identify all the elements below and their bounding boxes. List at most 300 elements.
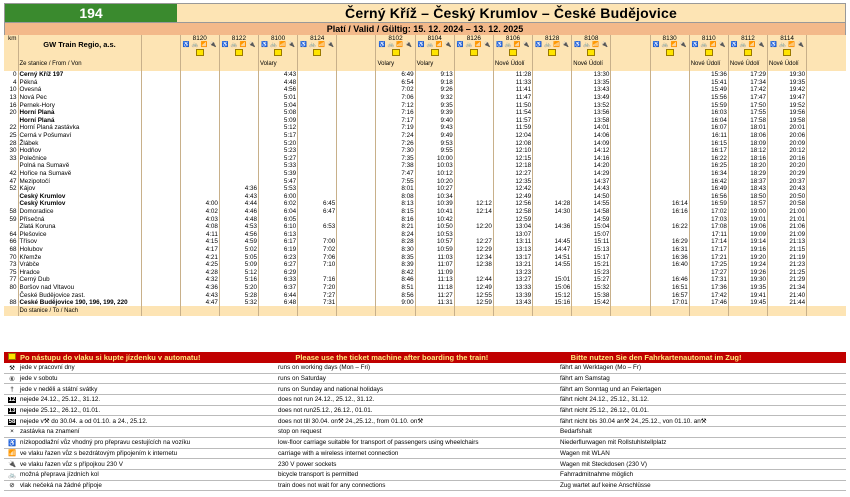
cell: [415, 306, 454, 316]
departure-time: 20:09: [768, 139, 807, 147]
departure-time: [454, 117, 493, 125]
departure-time: 14:37: [572, 177, 611, 185]
departure-time: [533, 109, 572, 117]
departure-time: [807, 124, 846, 132]
departure-time: 14:50: [572, 193, 611, 201]
departure-time: 11:33: [493, 79, 532, 87]
departure-time: 17:31: [689, 276, 728, 284]
ticket-machine-icon: [274, 49, 282, 56]
departure-time: [650, 79, 689, 87]
station-row: [4, 268, 846, 276]
departure-time: 13:49: [572, 94, 611, 102]
departure-time: 16:22: [689, 155, 728, 163]
departure-time: [337, 185, 376, 193]
departure-time: 20:37: [768, 177, 807, 185]
departure-time: 8:24: [376, 230, 415, 238]
note-row: [4, 374, 846, 385]
departure-time: [141, 215, 180, 223]
departure-time: 20:01: [768, 124, 807, 132]
departure-time: [650, 230, 689, 238]
origin-station: [219, 58, 258, 71]
departure-time: 6:17: [258, 238, 297, 246]
departure-time: 15:01: [533, 276, 572, 284]
departure-time: 11:27: [415, 291, 454, 299]
departure-time: [807, 139, 846, 147]
departure-time: 4:59: [219, 238, 258, 246]
cell: [689, 306, 728, 316]
station-name: Český Krumlov: [18, 200, 141, 208]
departure-time: 15:27: [572, 276, 611, 284]
amenity-icons: ♿ 🚲 📶 🔌: [730, 42, 765, 48]
warning-de: Bitte nutzen Sie den Fahrkartenautomat im Zug!: [570, 353, 742, 362]
note-de: fährt am Samstag: [560, 375, 610, 383]
station-name: Třísov: [18, 238, 141, 246]
train-number: 8104: [427, 35, 442, 42]
warning-cz: Po nástupu do vlaku si kupte jízdenku v automatu!: [20, 353, 201, 362]
station-row: [4, 71, 846, 79]
departure-time: [807, 86, 846, 94]
km-value: 20: [9, 109, 17, 117]
departure-time: [611, 230, 650, 238]
note-symbol-icon: 58: [8, 418, 16, 425]
departure-time: 19:58: [768, 117, 807, 125]
operator-name: GW Train Regio, a.s.: [43, 40, 116, 49]
departure-time: 7:24: [376, 132, 415, 140]
departure-time: [807, 276, 846, 284]
train-column-head: [493, 35, 532, 58]
departure-time: 4:03: [180, 215, 219, 223]
departure-time: 16:25: [689, 162, 728, 170]
departure-time: [180, 193, 219, 201]
km-value: 77: [9, 276, 17, 284]
departure-time: [141, 208, 180, 216]
departure-time: 19:42: [768, 86, 807, 94]
departure-time: 6:27: [258, 261, 297, 269]
departure-time: [337, 139, 376, 147]
departure-time: 16:40: [650, 261, 689, 269]
departure-time: [650, 124, 689, 132]
station-name: Domoradice: [18, 208, 141, 216]
cell: [4, 306, 18, 316]
departure-time: [454, 215, 493, 223]
departure-time: 13:56: [572, 109, 611, 117]
departure-time: 14:55: [572, 200, 611, 208]
note-row: [4, 449, 846, 460]
departure-time: 16:56: [689, 193, 728, 201]
note-en: runs on working days (Mon – Fri): [278, 364, 371, 372]
departure-time: [807, 299, 846, 307]
cell: [807, 306, 846, 316]
departure-time: 14:30: [533, 208, 572, 216]
departure-time: 21:09: [768, 230, 807, 238]
departure-time: [650, 109, 689, 117]
departure-time: [141, 253, 180, 261]
train-number: 8110: [701, 35, 716, 42]
departure-time: 8:51: [376, 284, 415, 292]
departure-time: 11:57: [493, 117, 532, 125]
departure-time: 4:28: [180, 268, 219, 276]
station-row: [4, 147, 846, 155]
train-column-head: [611, 35, 650, 58]
departure-time: 16:57: [650, 291, 689, 299]
departure-time: 18:12: [728, 147, 767, 155]
departure-time: [611, 101, 650, 109]
note-en: low-floor carriage suitable for transport of passengers using wheelchairs: [278, 439, 479, 447]
station-row: [4, 177, 846, 185]
departure-time: 16:31: [650, 246, 689, 254]
timetable-page: [4, 3, 846, 316]
amenity-icons: ♿ 🚲 📶 🔌: [378, 42, 413, 48]
departure-time: 7:02: [298, 246, 337, 254]
departure-time: [650, 177, 689, 185]
departure-time: 6:04: [258, 208, 297, 216]
departure-time: 6:13: [258, 230, 297, 238]
station-name: Pěkná: [18, 79, 141, 87]
departure-time: 11:47: [493, 94, 532, 102]
departure-time: 9:43: [415, 124, 454, 132]
departure-time: [337, 253, 376, 261]
note-symbol-icon: ⑥: [9, 375, 15, 383]
note-en: does not run 24.12., 25.12., 31.12.: [278, 396, 375, 404]
ticket-machine-icon: [431, 49, 439, 56]
departure-time: 17:42: [728, 86, 767, 94]
km-value: 42: [9, 170, 17, 178]
departure-time: [337, 71, 376, 79]
departure-time: [807, 268, 846, 276]
departure-time: [219, 86, 258, 94]
train-column-head: [572, 35, 611, 58]
departure-time: [141, 71, 180, 79]
departure-time: 6:05: [258, 215, 297, 223]
departure-time: 4:00: [180, 200, 219, 208]
departure-time: [219, 155, 258, 163]
departure-time: [337, 193, 376, 201]
km-value: [4, 162, 18, 170]
station-name: Český Krumlov: [18, 193, 141, 201]
train-column-head: [768, 35, 807, 58]
departure-time: [650, 139, 689, 147]
departure-time: [807, 177, 846, 185]
departure-time: [180, 117, 219, 125]
departure-time: 6:10: [258, 223, 297, 231]
note-cz: jede v pracovní dny: [20, 364, 75, 372]
departure-time: [298, 71, 337, 79]
train-column-head: [258, 35, 297, 58]
departure-time: 10:59: [415, 246, 454, 254]
departure-time: 12:04: [493, 132, 532, 140]
departure-time: 14:43: [572, 185, 611, 193]
departure-time: 18:20: [728, 162, 767, 170]
departure-time: 7:19: [376, 124, 415, 132]
station-row: [4, 162, 846, 170]
departure-time: 18:57: [728, 200, 767, 208]
departure-time: 10:34: [415, 193, 454, 201]
to-label: Do stanice / To / Nach: [18, 306, 141, 316]
note-symbol-icon: ⚒: [9, 364, 15, 372]
departure-time: 8:56: [376, 291, 415, 299]
departure-time: [180, 86, 219, 94]
station-name: Černý Kříž 197: [18, 71, 141, 79]
departure-time: 12:49: [493, 193, 532, 201]
note-en: 230 V power sockets: [278, 460, 337, 468]
note-en: bicycle transport is permitted: [278, 471, 359, 479]
origin-station: [180, 58, 219, 71]
departure-time: [141, 170, 180, 178]
departure-time: [650, 215, 689, 223]
departure-time: 10:12: [415, 170, 454, 178]
departure-time: 14:09: [572, 139, 611, 147]
departure-time: [454, 139, 493, 147]
note-en: runs on Saturday: [278, 375, 326, 383]
note-symbol-icon: 12: [8, 397, 16, 404]
origin-station: [141, 58, 180, 71]
note-de: Niederflurwagen mit Rollstuhlstellplatz: [560, 439, 667, 447]
departure-time: [337, 246, 376, 254]
station-name: Hodňov: [18, 147, 141, 155]
departure-time: 11:54: [493, 109, 532, 117]
note-cz: nejede 25.12., 26.12., 01.01.: [20, 407, 101, 415]
cell: [650, 306, 689, 316]
departure-time: [219, 109, 258, 117]
station-name: Hradce: [18, 268, 141, 276]
departure-time: [180, 132, 219, 140]
note-symbol-icon: †: [10, 385, 14, 393]
departure-time: 4:48: [219, 215, 258, 223]
ticket-machine-icon: [783, 49, 791, 56]
departure-time: 12:20: [454, 223, 493, 231]
amenity-icons: ♿ 🚲 📶 🔌: [221, 42, 256, 48]
note-cz: zastávka na znamení: [20, 428, 80, 436]
departure-time: 7:16: [298, 276, 337, 284]
departure-time: [337, 261, 376, 269]
station-name: Horní Planá: [18, 109, 141, 117]
departure-time: 12:59: [493, 215, 532, 223]
station-row: [4, 117, 846, 125]
station-row: [4, 86, 846, 94]
departure-time: 12:58: [493, 208, 532, 216]
station-row: [4, 291, 846, 299]
departure-time: 8:21: [376, 223, 415, 231]
train-column-head: [180, 35, 219, 58]
station-row: [4, 215, 846, 223]
departure-time: 8:46: [376, 276, 415, 284]
note-cz: jede v neděli a státní svátky: [20, 385, 98, 393]
departure-time: [180, 71, 219, 79]
station-row: [4, 124, 846, 132]
note-en: runs on Sunday and national holidays: [278, 385, 384, 393]
departure-time: 10:57: [415, 238, 454, 246]
train-column-head: [298, 35, 337, 58]
departure-time: 17:55: [728, 109, 767, 117]
km-value: 75: [9, 268, 17, 276]
departure-time: [533, 162, 572, 170]
departure-time: [454, 147, 493, 155]
departure-time: [298, 117, 337, 125]
departure-time: [454, 79, 493, 87]
departure-time: 13:04: [493, 223, 532, 231]
departure-time: 12:49: [454, 284, 493, 292]
departure-time: [141, 284, 180, 292]
note-row: [4, 481, 846, 492]
ticket-machine-icon: [705, 49, 713, 56]
departure-time: 6:44: [258, 291, 297, 299]
departure-time: 9:13: [415, 71, 454, 79]
cell: [611, 306, 650, 316]
departure-time: [533, 193, 572, 201]
departure-time: 17:11: [689, 230, 728, 238]
departure-time: 4:48: [258, 79, 297, 87]
departure-time: 4:02: [180, 208, 219, 216]
departure-time: 9:39: [415, 109, 454, 117]
station-name: Přísečná: [18, 215, 141, 223]
departure-time: 8:30: [376, 246, 415, 254]
station-name: České Budějovice 190, 196, 199, 220: [18, 299, 141, 307]
note-cz: nejede 24.12., 25.12., 31.12.: [20, 396, 101, 404]
departure-time: [611, 200, 650, 208]
departure-time: 7:10: [298, 261, 337, 269]
departure-time: [454, 86, 493, 94]
departure-time: [807, 208, 846, 216]
station-row: [4, 299, 846, 307]
departure-time: 13:43: [493, 299, 532, 307]
departure-time: [298, 230, 337, 238]
departure-time: 15:12: [533, 291, 572, 299]
departure-time: [650, 185, 689, 193]
departure-time: 14:12: [572, 147, 611, 155]
departure-time: [141, 94, 180, 102]
departure-time: 21:34: [768, 284, 807, 292]
departure-time: 7:35: [376, 155, 415, 163]
departure-time: [533, 71, 572, 79]
departure-time: 11:50: [493, 101, 532, 109]
departure-time: [807, 94, 846, 102]
departure-time: [454, 177, 493, 185]
departure-time: 4:43: [258, 71, 297, 79]
note-de: Wagen mit WLAN: [560, 449, 610, 457]
departure-time: 16:36: [650, 253, 689, 261]
departure-time: [611, 223, 650, 231]
station-name: Vrábče: [18, 261, 141, 269]
cell: [298, 306, 337, 316]
note-cz: nejede v⚒ do 30.04. a od 01.10. a 24., 25.12.: [20, 417, 148, 425]
train-number: 8100: [270, 35, 286, 42]
departure-time: 4:46: [219, 208, 258, 216]
departure-time: 18:29: [728, 170, 767, 178]
departure-time: 16:51: [650, 284, 689, 292]
departure-time: [219, 139, 258, 147]
ticket-machine-icon: [666, 49, 674, 56]
station-name: Holubov: [18, 246, 141, 254]
note-row: [4, 470, 846, 481]
origin-station: Nové Údolí: [768, 58, 807, 71]
station-row: [4, 94, 846, 102]
departure-time: 5:04: [258, 101, 297, 109]
station-name: Černý Dub: [18, 276, 141, 284]
note-row: [4, 438, 846, 449]
departure-time: [180, 101, 219, 109]
departure-time: [533, 124, 572, 132]
notes-section: [4, 352, 846, 491]
departure-time: [533, 177, 572, 185]
departure-time: 17:36: [689, 284, 728, 292]
departure-time: 9:53: [415, 139, 454, 147]
departure-time: [807, 117, 846, 125]
departure-time: 7:16: [376, 109, 415, 117]
departure-time: 18:09: [728, 139, 767, 147]
departure-time: 19:47: [768, 94, 807, 102]
note-de: Bedarfshalt: [560, 428, 592, 436]
departure-time: [337, 162, 376, 170]
departure-time: 11:18: [415, 284, 454, 292]
departure-time: [298, 185, 337, 193]
departure-time: [533, 101, 572, 109]
km-value: 58: [9, 207, 17, 215]
departure-time: 17:21: [689, 253, 728, 261]
departure-time: [298, 162, 337, 170]
departure-time: [141, 193, 180, 201]
station-row: [4, 208, 846, 216]
departure-time: 18:06: [728, 132, 767, 140]
station-name: Nová Pec: [18, 94, 141, 102]
departure-time: 5:28: [219, 291, 258, 299]
departure-time: 20:29: [768, 170, 807, 178]
note-row: [4, 459, 846, 470]
departure-time: 14:55: [533, 261, 572, 269]
note-cz: jede v sobotu: [20, 375, 58, 383]
departure-time: [807, 101, 846, 109]
departure-time: [298, 132, 337, 140]
departure-time: [807, 170, 846, 178]
departure-time: [180, 185, 219, 193]
station-row: [4, 79, 846, 87]
departure-time: [650, 132, 689, 140]
departure-time: 19:30: [768, 71, 807, 79]
note-row: [4, 395, 846, 406]
departure-time: 16:59: [689, 200, 728, 208]
station-name: Mezipotočí: [18, 177, 141, 185]
departure-time: [298, 147, 337, 155]
departure-time: 12:35: [493, 177, 532, 185]
departure-time: 15:59: [689, 101, 728, 109]
note-de: fährt nicht bis 30.04 an⚒ 24.,25.12., von 01.10. an⚒: [560, 417, 707, 425]
departure-time: [611, 268, 650, 276]
departure-time: [180, 94, 219, 102]
departure-time: [337, 177, 376, 185]
train-number: 8108: [584, 35, 599, 42]
departure-time: 16:15: [689, 139, 728, 147]
train-number: 8102: [388, 35, 403, 42]
departure-time: [141, 147, 180, 155]
departure-time: 7:12: [376, 101, 415, 109]
departure-time: 15:16: [533, 299, 572, 307]
note-symbol-icon: ×: [10, 428, 14, 436]
departure-time: 19:41: [728, 291, 767, 299]
departure-time: [141, 109, 180, 117]
km-value: 22: [9, 124, 17, 132]
departure-time: [611, 117, 650, 125]
departure-time: 18:01: [728, 124, 767, 132]
note-symbol-icon: 13: [8, 408, 16, 415]
departure-time: 7:38: [376, 162, 415, 170]
departure-time: 4:56: [219, 230, 258, 238]
departure-time: 15:07: [572, 230, 611, 238]
departure-time: 5:09: [258, 117, 297, 125]
departure-time: 15:17: [572, 253, 611, 261]
departure-time: 7:55: [376, 177, 415, 185]
departure-time: 14:16: [572, 155, 611, 163]
km-value: [4, 117, 18, 125]
line-number: 194: [5, 4, 177, 22]
